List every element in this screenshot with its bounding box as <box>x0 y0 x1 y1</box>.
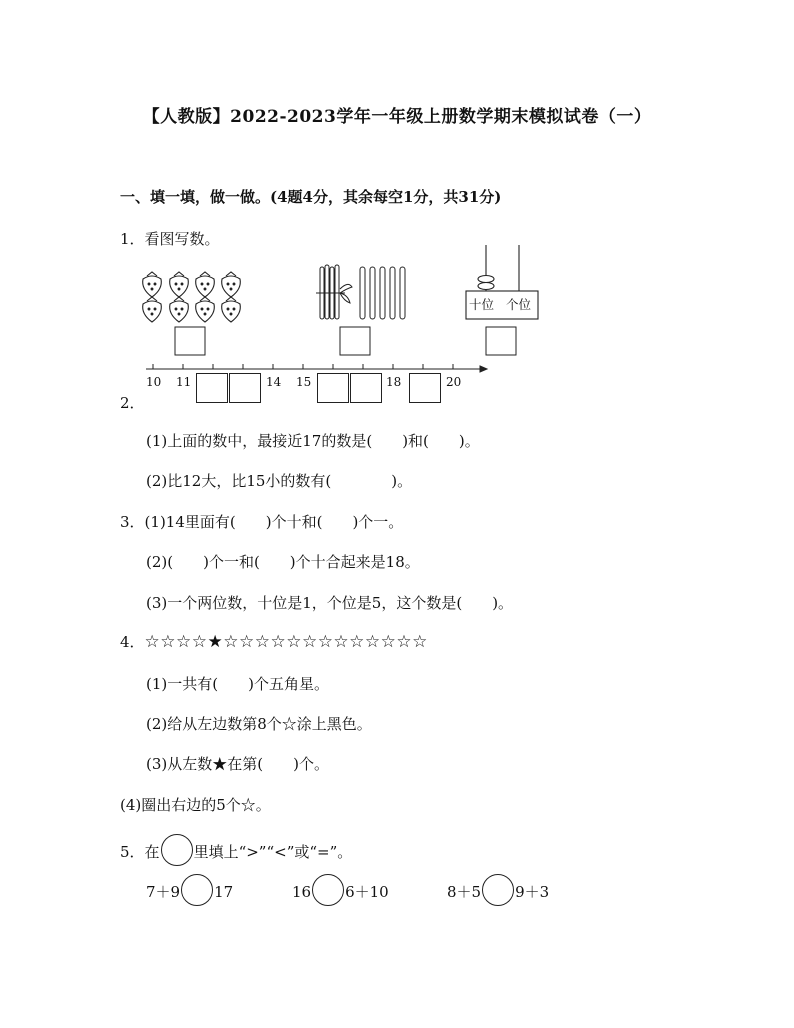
strawberry-icon <box>222 272 241 297</box>
circle-icon <box>161 834 193 866</box>
answer-box-abacus <box>486 327 516 355</box>
answer-box-sticks <box>340 327 370 355</box>
question-2-sub1: (1)上面的数中，最接近17的数是( )和( )。 <box>146 432 480 450</box>
tick-label: 11 <box>176 375 192 389</box>
strawberry-icon <box>222 297 241 322</box>
question-5-text-before: 在 <box>144 843 160 861</box>
answer-box-strawberries <box>175 327 205 355</box>
question-2-number: 2． <box>120 394 145 412</box>
answer-box-16[interactable] <box>317 373 349 403</box>
compare-right: 9＋3 <box>515 883 550 901</box>
figure-area <box>0 245 794 375</box>
compare-left: 7＋9 <box>146 883 181 901</box>
strawberry-icons <box>143 272 241 322</box>
tick-label: 15 <box>296 375 312 389</box>
strawberry-icon <box>143 272 162 297</box>
question-3 <box>120 511 403 532</box>
answer-box-17[interactable] <box>350 373 382 403</box>
compare-left: 16 <box>292 883 312 901</box>
question-5 <box>120 834 352 866</box>
answer-box-13[interactable] <box>229 373 261 403</box>
abacus-tens-label: 十位 <box>469 297 495 312</box>
answer-box-19[interactable] <box>409 373 441 403</box>
question-3-sub3: (3)一个两位数，十位是1，个位是5，这个数是( )。 <box>146 594 514 612</box>
question-4-sub4: (4)圈出右边的5个☆。 <box>120 796 271 814</box>
strawberry-icon <box>170 272 189 297</box>
question-number: 3． <box>120 513 145 531</box>
star-row: ☆☆☆☆★☆☆☆☆☆☆☆☆☆☆☆☆☆ <box>144 632 428 652</box>
question-number: 5． <box>120 843 145 861</box>
question-3-sub2: (2)( )个一和( )个十合起来是18。 <box>146 553 420 571</box>
tick-label: 10 <box>146 375 162 389</box>
question-5-text-after: 里填上“>”“<”或“=”。 <box>193 843 353 861</box>
tick-label: 14 <box>266 375 282 389</box>
strawberry-icon <box>196 272 215 297</box>
compare-left: 8＋5 <box>447 883 482 901</box>
loose-sticks-icon <box>360 267 405 319</box>
number-line <box>146 364 487 372</box>
stick-bundle-icon <box>316 265 352 319</box>
abacus-ones-label: 个位 <box>506 297 532 312</box>
question-4-sub3: (3)从左数★在第( )个。 <box>146 755 329 773</box>
question-4 <box>120 631 428 652</box>
answer-box-12[interactable] <box>196 373 228 403</box>
compare-answer-circle[interactable] <box>181 874 213 906</box>
compare-answer-circle[interactable] <box>482 874 514 906</box>
question-number: 4． <box>120 633 145 651</box>
strawberry-icon <box>196 297 215 322</box>
section-heading: 一、填一填，做一做。(4题4分，其余每空1分，共31分) <box>120 188 502 206</box>
compare-item <box>447 874 549 906</box>
compare-right: 6＋10 <box>345 883 389 901</box>
question-number: 1． <box>120 230 145 248</box>
compare-answer-circle[interactable] <box>312 874 344 906</box>
strawberry-icon <box>143 297 162 322</box>
question-4-sub1: (1)一共有( )个五角星。 <box>146 675 329 693</box>
page-title: 【人教版】2022-2023学年一年级上册数学期末模拟试卷（一） <box>142 107 652 127</box>
compare-item <box>146 874 233 906</box>
question-text: 看图写数。 <box>144 230 220 248</box>
question-3-sub1: (1)14里面有( )个十和( )个一。 <box>144 513 404 531</box>
question-2-sub2: (2)比12大，比15小的数有( )。 <box>146 472 413 490</box>
question-4-sub2: (2)给从左边数第8个☆涂上黑色。 <box>146 715 372 733</box>
tick-label: 20 <box>446 375 462 389</box>
compare-right: 17 <box>214 883 234 901</box>
strawberry-icon <box>170 297 189 322</box>
compare-item <box>292 874 389 906</box>
tick-label: 18 <box>386 375 402 389</box>
